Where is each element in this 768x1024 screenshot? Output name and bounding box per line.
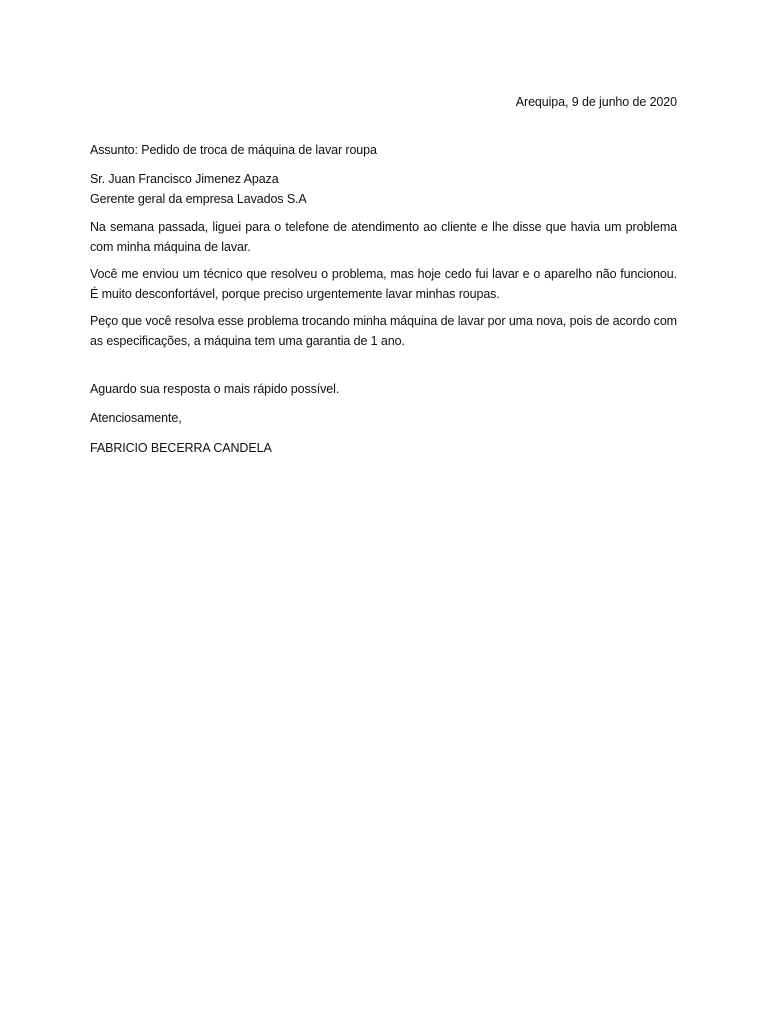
recipient-title: Gerente geral da empresa Lavados S.A <box>90 192 307 206</box>
signature-name: FABRICIO BECERRA CANDELA <box>90 441 272 455</box>
paragraph-2: Você me enviou um técnico que resolveu o problema, mas hoje cedo fui lavar e o aparelho não funcionou. É muito desconfortável, porque preciso urgentemente lavar minhas roupas. <box>90 267 677 301</box>
subject-line: Assunto: Pedido de troca de máquina de lavar roupa <box>90 143 377 157</box>
paragraph-3: Peço que você resolva esse problema trocando minha máquina de lavar por uma nova, pois de acordo com as especificações, a máquina tem uma garantia de 1 ano. <box>90 314 677 348</box>
closing-wait: Aguardo sua resposta o mais rápido possível. <box>90 382 340 396</box>
paragraph-1: Na semana passada, liguei para o telefone de atendimento ao cliente e lhe disse que havia um problema com minha máquina de lavar. <box>90 220 677 254</box>
place-date: Arequipa, 9 de junho de 2020 <box>515 95 677 109</box>
closing-salutation: Atenciosamente, <box>90 411 182 425</box>
recipient-name: Sr. Juan Francisco Jimenez Apaza <box>90 172 279 186</box>
